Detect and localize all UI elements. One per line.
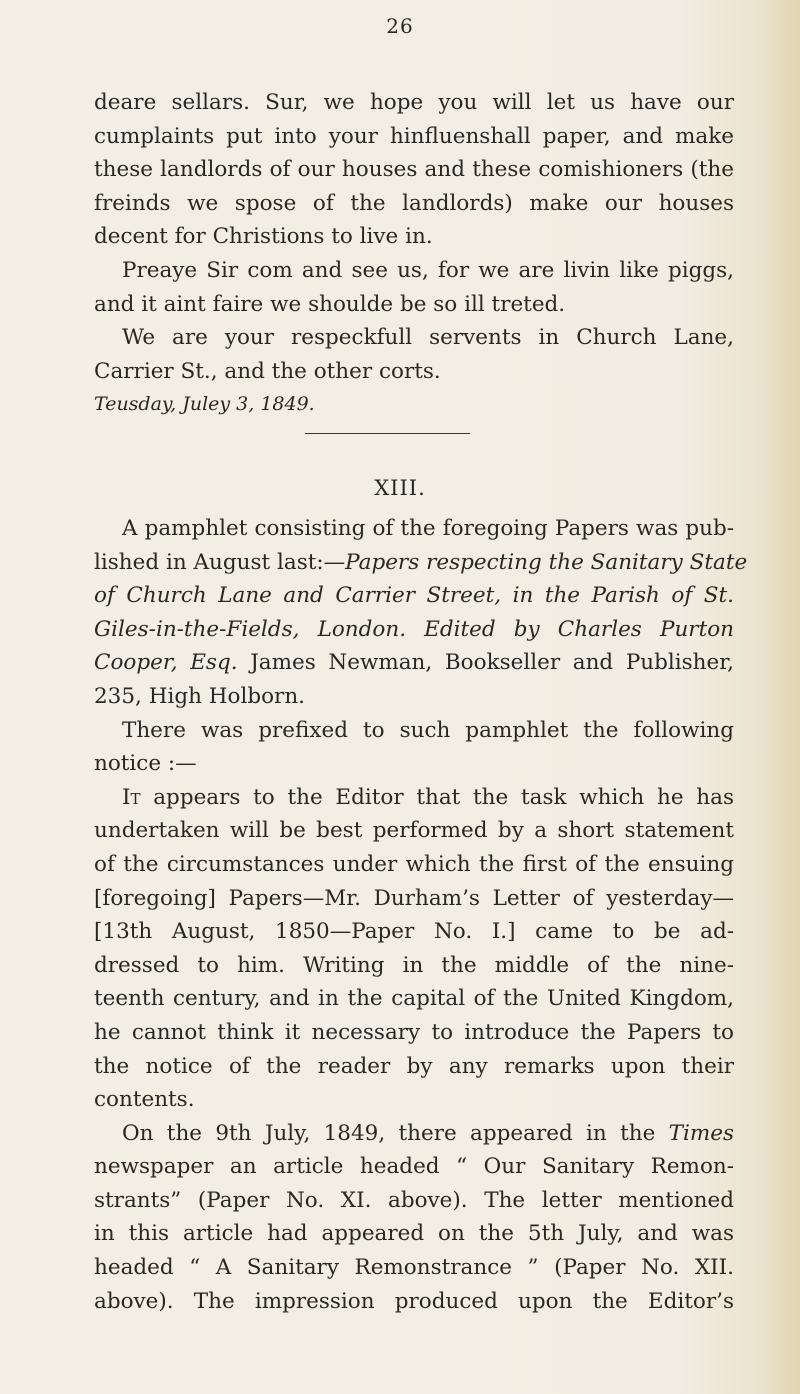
section-text — [94, 512, 748, 1318]
page-edge-shading — [764, 0, 800, 1394]
page-number: 26 — [386, 14, 414, 38]
pamphlet-title-line: of Church Lane and Carrier Street, in the Parish of St. — [94, 583, 734, 609]
text-line: in this article had appeared on the 5th July, and was — [94, 1221, 734, 1247]
text-line: strants” (Paper No. XI. above). The letter mentioned — [94, 1187, 734, 1213]
text-line — [94, 646, 734, 680]
text-line: There was prefixed to such pamphlet the following — [122, 717, 734, 743]
text-line: headed “ A Sanitary Remonstrance ” (Paper No. XII. — [94, 1255, 734, 1281]
text-run: lished in August last:— — [94, 549, 346, 575]
text-line: of the circumstances under which the first of the ensuing — [94, 851, 734, 877]
text-line: contents. — [94, 1087, 195, 1113]
text-line — [94, 1117, 734, 1151]
text-line: he cannot think it necessary to introduce the Papers to — [94, 1019, 734, 1045]
text-line: teenth century, and in the capital of the United Kingdom, — [94, 986, 734, 1012]
text-line: decent for Christions to live in. — [94, 224, 433, 250]
text-run: appears to the Editor that the task which he has — [140, 784, 734, 810]
text-line: the notice of the reader by any remarks upon their — [94, 1053, 734, 1079]
text-run: James Newman, Bookseller and Publisher, — [237, 650, 734, 676]
text-line: [13th August, 1850—Paper No. I.] came to be ad- — [94, 919, 734, 945]
text-line: notice :— — [94, 751, 197, 777]
pamphlet-title-line: Giles-in-the-Fields, London. Edited by Charles Purton — [94, 616, 734, 642]
pamphlet-title: Papers respecting the Sanitary State — [345, 549, 748, 575]
text-line: above). The impression produced upon the Editor’s — [94, 1288, 734, 1314]
text-line: and it aint faire we shoulde be so ill treted. — [94, 291, 566, 317]
text-line: dressed to him. Writing in the middle of the nine- — [94, 952, 734, 978]
text-line: deare sellars. Sur, we hope you will let us have our — [94, 90, 734, 115]
text-line: undertaken will be best performed by a short statement — [94, 818, 734, 844]
text-line: these landlords of our houses and these comishioners (the — [94, 157, 734, 183]
letter-date: Teusday, Juley 3, 1849. — [94, 393, 315, 416]
text-run: On the 9th July, 1849, there appeared in the — [122, 1120, 669, 1146]
section-number: XIII. — [374, 476, 426, 500]
text-line: newspaper an article headed “ Our Sanitary Remon- — [94, 1154, 734, 1180]
text-line: Carrier St., and the other corts. — [94, 358, 441, 384]
text-line: 235, High Holborn. — [94, 683, 306, 709]
text-line — [94, 546, 748, 580]
newspaper-name: Times — [668, 1120, 734, 1146]
text-line: cumplaints put into your hinfluenshall paper, and make — [94, 123, 734, 149]
text-line: Preaye Sir com and see us, for we are livin like piggs, — [122, 257, 734, 283]
text-line: [foregoing] Papers—Mr. Durham’s Letter of yesterday— — [94, 885, 734, 911]
drop-word: It — [122, 784, 141, 810]
pamphlet-title: Cooper, Esq. — [94, 650, 238, 676]
text-line: A pamphlet consisting of the foregoing Papers was pub- — [122, 516, 734, 541]
text-line: We are your respeckfull servents in Church Lane, — [122, 325, 734, 351]
letter-text — [94, 86, 734, 422]
text-line — [94, 781, 734, 815]
section-divider — [305, 433, 470, 434]
text-line: freinds we spose of the landlords) make our houses — [94, 190, 734, 216]
